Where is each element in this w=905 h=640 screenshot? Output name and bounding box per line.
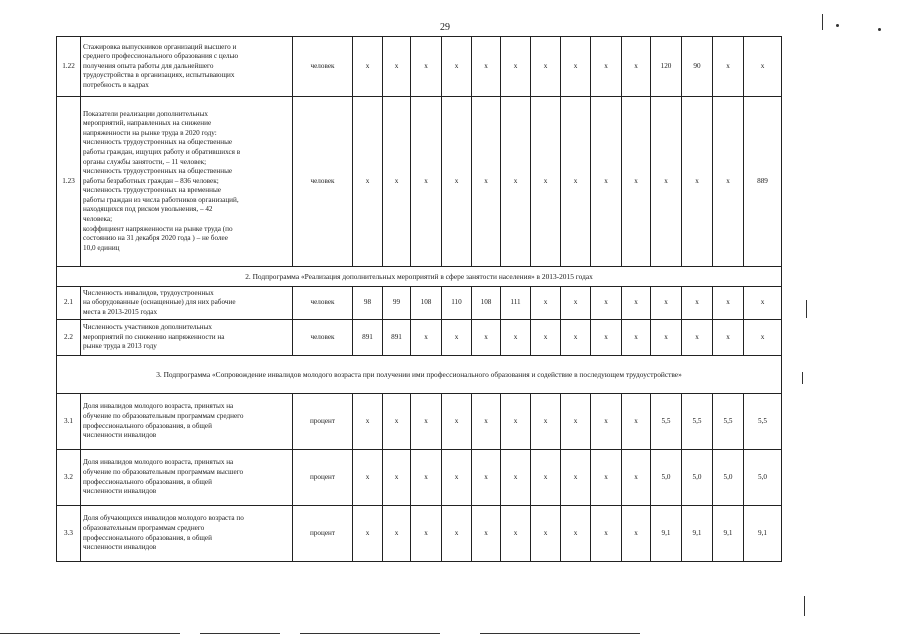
value-cell: х bbox=[411, 394, 442, 450]
value-cell: х bbox=[383, 37, 411, 97]
value-cell: х bbox=[472, 450, 501, 506]
value-cell: 90 bbox=[682, 37, 713, 97]
value-cell: х bbox=[442, 506, 472, 562]
indicator-name-line: напряженности на рынке труда в 2020 году: bbox=[83, 128, 217, 137]
unit-cell: человек bbox=[293, 37, 353, 97]
indicator-name-line: численность трудоустроенных на временные bbox=[83, 186, 221, 195]
value-cell: х bbox=[383, 506, 411, 562]
value-cell: х bbox=[591, 320, 622, 356]
row-number: 1.22 bbox=[57, 37, 81, 97]
value-cell: х bbox=[744, 37, 782, 97]
value-cell: х bbox=[442, 394, 472, 450]
value-cell: х bbox=[561, 37, 591, 97]
indicator-name-line: находящихся под риском увольнения, – 42 bbox=[83, 205, 213, 214]
indicator-name bbox=[81, 394, 293, 450]
unit-cell: процент bbox=[293, 506, 353, 562]
value-cell: 5,5 bbox=[651, 394, 682, 450]
indicator-name-line: численность трудоустроенных на общественные bbox=[83, 167, 233, 176]
value-cell: х bbox=[383, 394, 411, 450]
value-cell: х bbox=[501, 97, 531, 267]
indicator-name bbox=[81, 287, 293, 320]
table-row bbox=[57, 320, 782, 356]
value-cell: 110 bbox=[442, 287, 472, 320]
indicator-name-line: Доля инвалидов молодого возраста, принятых на bbox=[83, 402, 234, 411]
row-number: 1.23 bbox=[57, 97, 81, 267]
value-cell: х bbox=[442, 37, 472, 97]
value-cell: х bbox=[501, 320, 531, 356]
value-cell: х bbox=[531, 320, 561, 356]
indicator-name-line: потребность в кадрах bbox=[83, 80, 149, 89]
value-cell: 111 bbox=[501, 287, 531, 320]
indicator-name-line: органы службы занятости, – 11 человек; bbox=[83, 157, 207, 166]
value-cell: х bbox=[591, 287, 622, 320]
value-cell: 5,0 bbox=[713, 450, 744, 506]
value-cell: х bbox=[411, 450, 442, 506]
indicator-name bbox=[81, 320, 293, 356]
value-cell: х bbox=[383, 450, 411, 506]
value-cell: 5,5 bbox=[713, 394, 744, 450]
value-cell: х bbox=[651, 287, 682, 320]
table-row bbox=[57, 394, 782, 450]
value-cell: х bbox=[651, 97, 682, 267]
value-cell: х bbox=[561, 97, 591, 267]
value-cell: х bbox=[411, 97, 442, 267]
value-cell: х bbox=[501, 450, 531, 506]
scan-mark bbox=[480, 633, 640, 634]
value-cell: х bbox=[383, 97, 411, 267]
value-cell: х bbox=[591, 506, 622, 562]
value-cell: х bbox=[561, 287, 591, 320]
value-cell: х bbox=[622, 450, 651, 506]
value-cell: х bbox=[682, 287, 713, 320]
value-cell: 9,1 bbox=[682, 506, 713, 562]
scan-mark bbox=[836, 24, 839, 27]
value-cell: 5,0 bbox=[651, 450, 682, 506]
value-cell: 108 bbox=[411, 287, 442, 320]
value-cell: х bbox=[561, 394, 591, 450]
value-cell: х bbox=[591, 37, 622, 97]
value-cell: х bbox=[531, 450, 561, 506]
value-cell: х bbox=[472, 506, 501, 562]
row-number: 3.1 bbox=[57, 394, 81, 450]
indicator-name-line: рынке труда в 2013 году bbox=[83, 342, 157, 351]
indicator-name-line: обучение по образовательным программам высшего bbox=[83, 467, 244, 476]
scan-mark bbox=[878, 28, 881, 31]
value-cell: х bbox=[713, 97, 744, 267]
indicator-name-line: численности инвалидов bbox=[83, 487, 157, 496]
indicator-name-line: места в 2013-2015 годах bbox=[83, 307, 158, 316]
table-row bbox=[57, 506, 782, 562]
indicator-name-line: работы безработных граждан – 836 человек; bbox=[83, 176, 219, 185]
scan-mark bbox=[822, 14, 823, 30]
value-cell: х bbox=[501, 506, 531, 562]
indicator-name-line: Численность участников дополнительных bbox=[83, 323, 213, 332]
value-cell: х bbox=[501, 37, 531, 97]
row-number: 3.3 bbox=[57, 506, 81, 562]
indicator-name-line: Стажировка выпускников организаций высшего и bbox=[83, 42, 237, 51]
scan-mark bbox=[200, 633, 280, 634]
indicator-name-line: Показатели реализации дополнительных bbox=[83, 109, 209, 118]
value-cell: х bbox=[713, 37, 744, 97]
value-cell: х bbox=[472, 97, 501, 267]
indicator-name-line: обучение по образовательным программам среднего bbox=[83, 411, 244, 420]
value-cell: х bbox=[353, 97, 383, 267]
value-cell: 9,1 bbox=[651, 506, 682, 562]
indicator-name-line: численности инвалидов bbox=[83, 431, 157, 440]
value-cell: 5,5 bbox=[744, 394, 782, 450]
value-cell: х bbox=[561, 450, 591, 506]
indicator-name-line: численность трудоустроенных на общественные bbox=[83, 138, 233, 147]
scan-mark bbox=[804, 596, 805, 616]
indicator-name bbox=[81, 506, 293, 562]
value-cell: 9,1 bbox=[744, 506, 782, 562]
value-cell: х bbox=[591, 450, 622, 506]
table-row bbox=[57, 450, 782, 506]
indicator-name-line: численности инвалидов bbox=[83, 543, 157, 552]
page-number: 29 bbox=[440, 22, 450, 33]
indicator-name-line: профессионального образования, в общей bbox=[83, 421, 212, 430]
value-cell: х bbox=[353, 37, 383, 97]
value-cell: х bbox=[651, 320, 682, 356]
table-row bbox=[57, 97, 782, 267]
value-cell: х bbox=[442, 450, 472, 506]
value-cell: х bbox=[442, 320, 472, 356]
indicator-name-line: образовательным программам среднего bbox=[83, 523, 205, 532]
indicator-name bbox=[81, 37, 293, 97]
unit-cell: человек bbox=[293, 97, 353, 267]
section-header-row bbox=[57, 356, 782, 394]
value-cell: 99 bbox=[383, 287, 411, 320]
row-number: 2.1 bbox=[57, 287, 81, 320]
value-cell: х bbox=[713, 320, 744, 356]
indicator-name-line: коэффициент напряженности на рынке труда (по bbox=[83, 224, 233, 233]
value-cell: х bbox=[622, 506, 651, 562]
value-cell: х bbox=[622, 287, 651, 320]
value-cell: 891 bbox=[353, 320, 383, 356]
value-cell: 120 bbox=[651, 37, 682, 97]
value-cell: х bbox=[472, 37, 501, 97]
indicator-name-line: на оборудованные (оснащенные) для них рабочие bbox=[83, 298, 236, 307]
value-cell: х bbox=[622, 37, 651, 97]
indicator-name-line: мероприятий по снижению напряженности на bbox=[83, 332, 225, 341]
value-cell: 108 bbox=[472, 287, 501, 320]
value-cell: х bbox=[622, 320, 651, 356]
value-cell: х bbox=[682, 320, 713, 356]
indicator-name-line: среднего профессионального образования с целью bbox=[83, 52, 239, 61]
indicator-name-line: состоянию на 31 декабря 2020 года ) – не более bbox=[83, 234, 228, 243]
row-number: 3.2 bbox=[57, 450, 81, 506]
value-cell: х bbox=[713, 287, 744, 320]
value-cell: 5,0 bbox=[744, 450, 782, 506]
value-cell: 98 bbox=[353, 287, 383, 320]
value-cell: х bbox=[501, 394, 531, 450]
table-row bbox=[57, 287, 782, 320]
unit-cell: процент bbox=[293, 394, 353, 450]
indicator-name bbox=[81, 450, 293, 506]
indicator-name-line: профессионального образования, в общей bbox=[83, 477, 212, 486]
table-body bbox=[57, 37, 782, 562]
value-cell: х bbox=[353, 506, 383, 562]
unit-cell: процент bbox=[293, 450, 353, 506]
value-cell: х bbox=[531, 506, 561, 562]
indicator-name bbox=[81, 97, 293, 267]
value-cell: х bbox=[744, 320, 782, 356]
value-cell: х bbox=[411, 506, 442, 562]
value-cell: х bbox=[591, 97, 622, 267]
value-cell: х bbox=[472, 394, 501, 450]
value-cell: х bbox=[531, 394, 561, 450]
value-cell: х bbox=[472, 320, 501, 356]
value-cell: х bbox=[744, 287, 782, 320]
indicator-name-line: 10,0 единиц bbox=[83, 243, 120, 252]
table-row bbox=[57, 37, 782, 97]
value-cell: х bbox=[353, 450, 383, 506]
scan-mark bbox=[300, 633, 440, 634]
value-cell: х bbox=[591, 394, 622, 450]
value-cell: 5,5 bbox=[682, 394, 713, 450]
section-header-row bbox=[57, 267, 782, 287]
section-title: 2. Подпрограмма «Реализация дополнительных мероприятий в сфере занятости населения» в 2013-2015 годах bbox=[57, 267, 782, 287]
value-cell: х bbox=[561, 320, 591, 356]
scan-mark bbox=[0, 633, 180, 634]
value-cell: х bbox=[622, 97, 651, 267]
indicators-table bbox=[56, 36, 782, 562]
indicator-name-line: мероприятий, направленных на снижение bbox=[83, 119, 212, 128]
value-cell: х bbox=[561, 506, 591, 562]
indicator-name-line: профессионального образования, в общей bbox=[83, 533, 212, 542]
value-cell: х bbox=[622, 394, 651, 450]
section-title: 3. Подпрограмма «Сопровождение инвалидов молодого возраста при получении ими профессионального образования и содействие в последующем трудоустройстве» bbox=[57, 356, 782, 394]
value-cell: х bbox=[411, 37, 442, 97]
unit-cell: человек bbox=[293, 320, 353, 356]
value-cell: х bbox=[442, 97, 472, 267]
row-number: 2.2 bbox=[57, 320, 81, 356]
scan-mark bbox=[802, 372, 803, 384]
unit-cell: человек bbox=[293, 287, 353, 320]
value-cell: 891 bbox=[383, 320, 411, 356]
value-cell: 5,0 bbox=[682, 450, 713, 506]
value-cell: х bbox=[411, 320, 442, 356]
indicator-name-line: трудоустройства в организациях, испытывающих bbox=[83, 71, 235, 80]
value-cell: х bbox=[353, 394, 383, 450]
indicator-name-line: работы граждан из числа работников организаций, bbox=[83, 195, 239, 204]
value-cell: 889 bbox=[744, 97, 782, 267]
indicator-name-line: работы граждан, ищущих работу и обратившихся в bbox=[83, 147, 241, 156]
value-cell: х bbox=[531, 287, 561, 320]
value-cell: 9,1 bbox=[713, 506, 744, 562]
indicator-name-line: Доля инвалидов молодого возраста, принятых на bbox=[83, 458, 234, 467]
indicator-name-line: человека; bbox=[83, 215, 113, 224]
value-cell: х bbox=[531, 37, 561, 97]
value-cell: х bbox=[531, 97, 561, 267]
indicator-name-line: Доля обучающихся инвалидов молодого возраста по bbox=[83, 514, 244, 523]
indicator-name-line: Численность инвалидов, трудоустроенных bbox=[83, 288, 214, 297]
indicator-name-line: получения опыта работы для дальнейшего bbox=[83, 61, 214, 70]
value-cell: х bbox=[682, 97, 713, 267]
scan-mark bbox=[806, 300, 807, 318]
